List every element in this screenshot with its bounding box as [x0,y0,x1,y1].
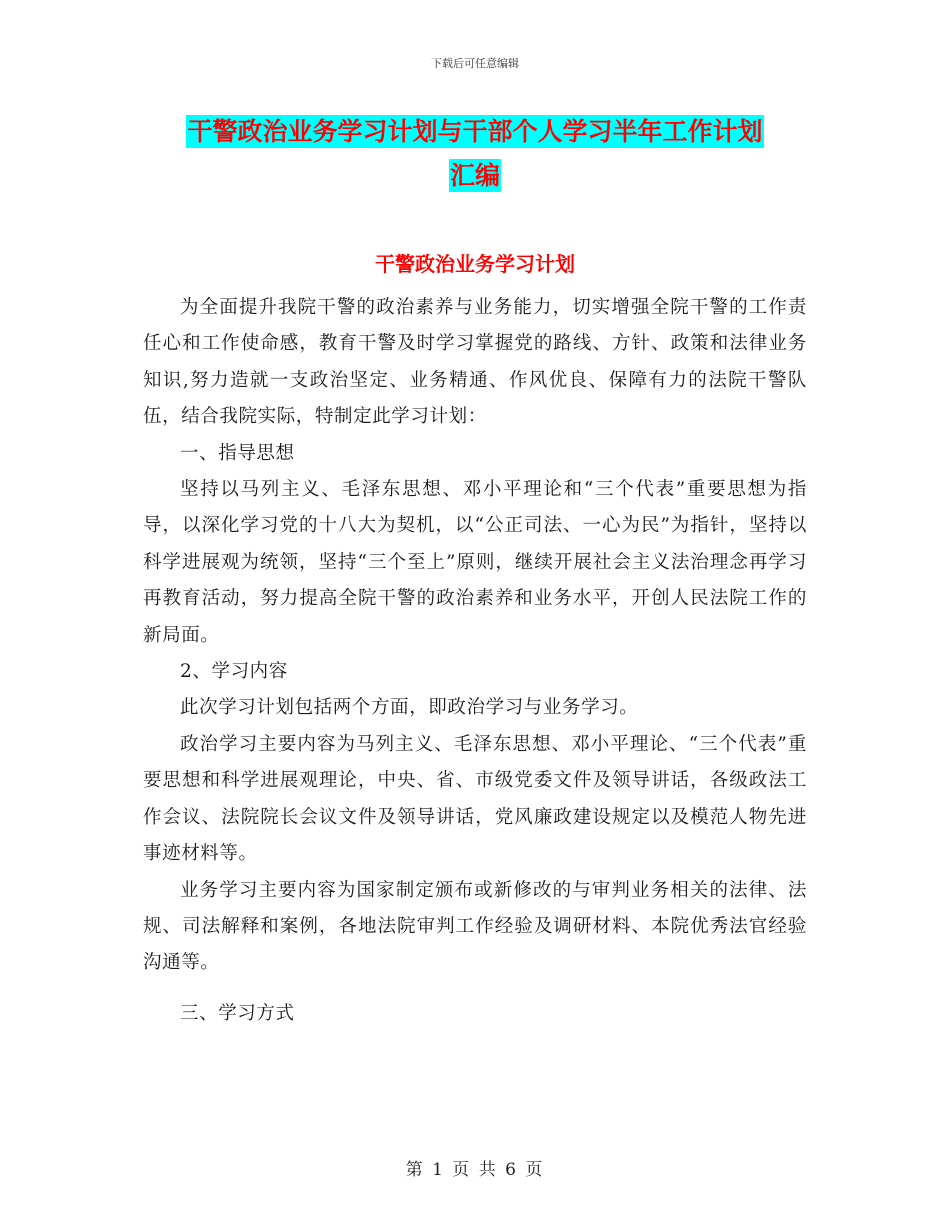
title-line-1: 干警政治业务学习计划与干部个人学习半年工作计划 [187,117,763,146]
heading-study-method: 三、学习方式 [180,1002,295,1024]
heading-guiding-ideology: 一、指导思想 [180,442,295,464]
title-line-2: 汇编 [449,161,500,190]
paragraph-political-study: 政治学习主要内容为马列主义、毛泽东思想、邓小平理论、“三个代表”重要思想和科学进展观理论，中央、省、市级党委文件及领导讲话，各级政法工作会议、法院院长会议文件及领导讲话，党风廉政建设规定以及模范人物先进事迹材料等。 [143,733,807,865]
paragraph-guiding-ideology: 坚持以马列主义、毛泽东思想、邓小平理论和“三个代表”重要思想为指导，以深化学习党的十八大为契机，以“公正司法、一心为民”为指针，坚持以科学进展观为统领，坚持“三个至上”原则，继续开展社会主义法治理念再学习再教育活动，努力提高全院干警的政治素养和业务水平，开创人民法院工作的新局面。 [143,479,807,646]
paragraph-study-scope: 此次学习计划包括两个方面，即政治学习与业务学习。 [180,697,639,719]
page-footer: 第 1 页 共 6 页 [405,1160,545,1180]
section-title: 干警政治业务学习计划 [375,252,575,276]
paragraph-business-study: 业务学习主要内容为国家制定颁布或新修改的与审判业务相关的法律、法规、司法解释和案例，各地法院审判工作经验及调研材料、本院优秀法官经验沟通等。 [143,879,807,974]
header-note: 下载后可任意编辑 [431,57,519,70]
document-body [143,290,807,1032]
document-title [0,110,950,198]
heading-study-content: 2、学习内容 [180,661,288,683]
paragraph-intro: 为全面提升我院干警的政治素养与业务能力，切实增强全院干警的工作责任心和工作使命感，教育干警及时学习掌握党的路线、方针、政策和法律业务知识,努力造就一支政治坚定、业务精通、作风优良、保障有力的法院干警队伍，结合我院实际，特制定此学习计划： [143,297,807,428]
